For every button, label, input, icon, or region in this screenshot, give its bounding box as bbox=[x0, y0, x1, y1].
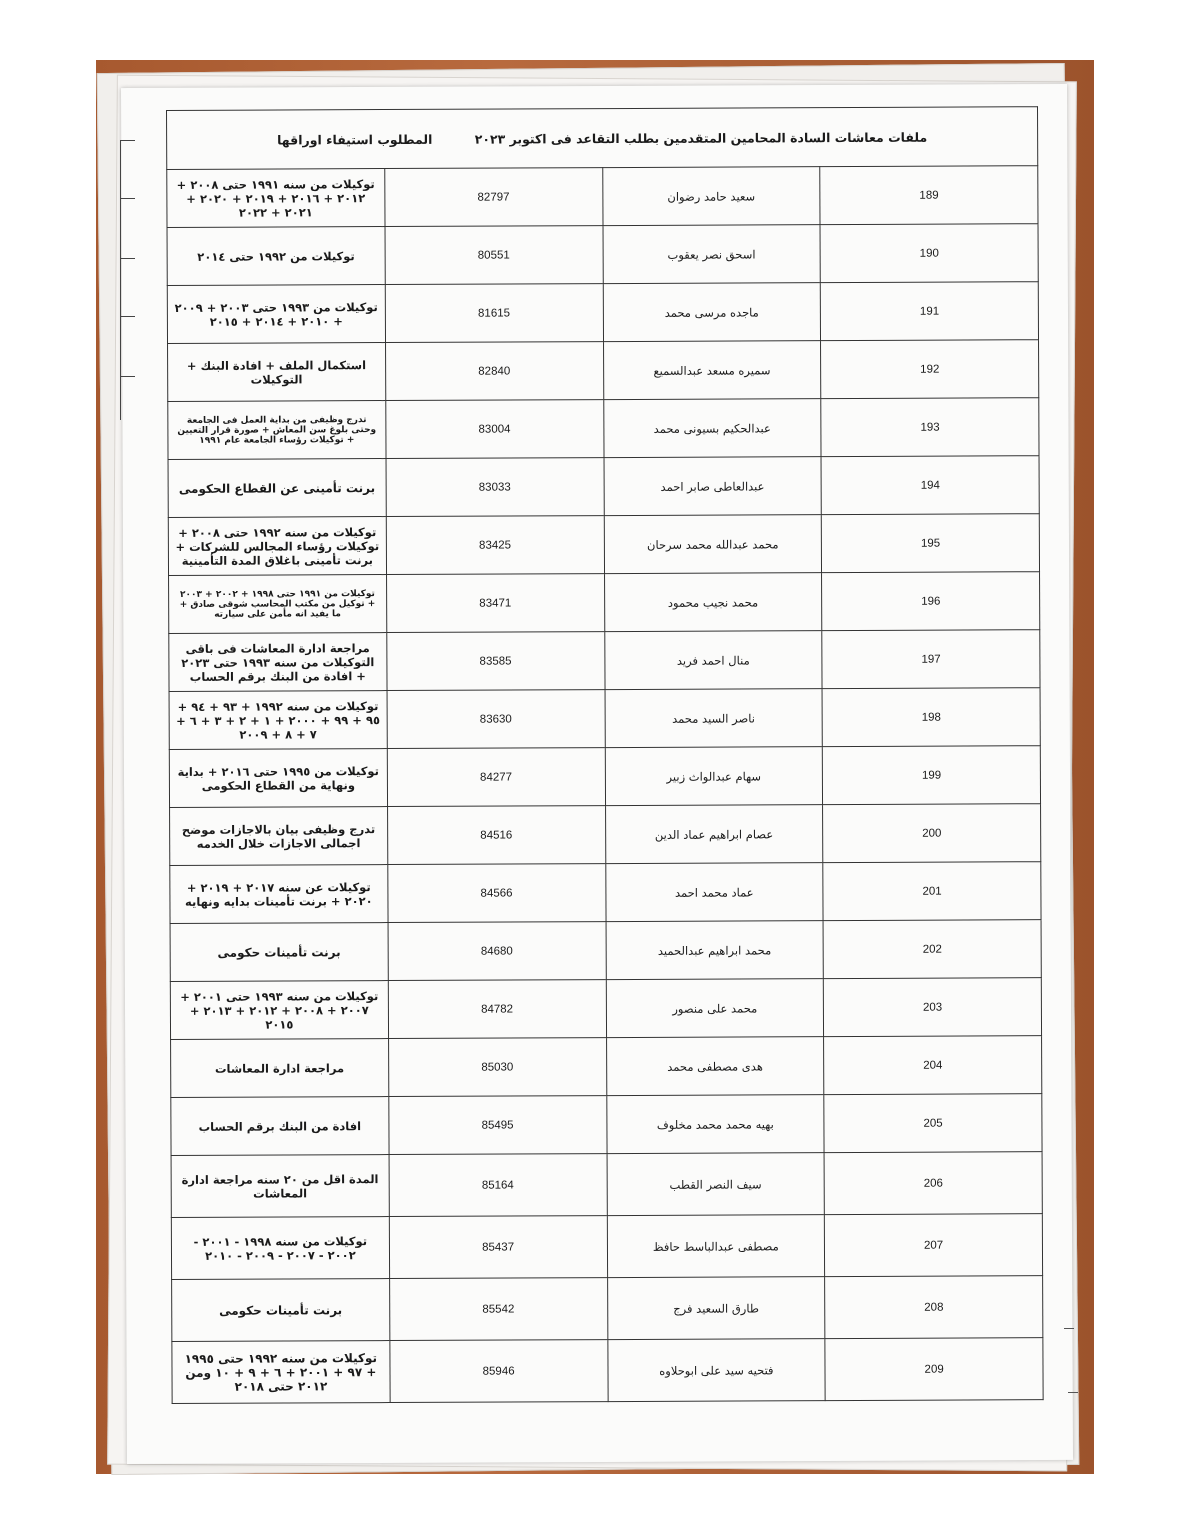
table-row bbox=[169, 572, 1040, 634]
row-number: 209 bbox=[825, 1338, 1043, 1401]
required-documents: توكيلات من سنه ١٩٩٨ - ٢٠٠١ - ٢٠٠٢ - ٢٠٠٧ - ٢٠٠٩ - ٢٠١٠ bbox=[171, 1217, 389, 1280]
required-documents: استكمال الملف + افادة البنك + التوكيلات bbox=[168, 343, 386, 402]
required-documents: المدة اقل من ٢٠ سنه مراجعة ادارة المعاشات bbox=[171, 1155, 389, 1218]
table-title-row bbox=[167, 107, 1038, 170]
margin-tick bbox=[1068, 1392, 1078, 1393]
lawyer-name: محمد ابراهيم عبدالحميد bbox=[606, 921, 824, 980]
lawyer-name: فتحيه سيد على ابوحلاوه bbox=[607, 1339, 825, 1402]
lawyer-name: بهيه محمد محمد مخلوف bbox=[606, 1095, 824, 1154]
lawyer-name: ناصر السيد محمد bbox=[605, 689, 823, 748]
file-number: 84680 bbox=[388, 922, 606, 981]
row-number: 190 bbox=[820, 224, 1038, 283]
row-number: 205 bbox=[824, 1094, 1042, 1153]
file-number: 84782 bbox=[388, 980, 606, 1039]
file-number: 83425 bbox=[386, 516, 604, 575]
table-title bbox=[167, 107, 1038, 170]
table-row bbox=[169, 630, 1040, 692]
row-number: 196 bbox=[822, 572, 1040, 631]
required-documents: برنت تأمينات حكومى bbox=[172, 1279, 390, 1342]
lawyer-name: سميره مسعد عبدالسميع bbox=[603, 341, 821, 400]
row-number: 191 bbox=[821, 282, 1039, 341]
required-documents: توكيلات عن سنه ٢٠١٧ + ٢٠١٩ + ٢٠٢٠ + برنت تأمينات بدايه ونهايه bbox=[170, 865, 388, 924]
row-number: 193 bbox=[821, 398, 1039, 457]
table-row bbox=[170, 920, 1041, 982]
required-documents: توكيلات من سنه ١٩٩٢ + ٩٣ + ٩٤ + ٩٥ + ٩٩ + ٢٠٠٠ + ١ + ٢ + ٣ + ٦ + ٧ + ٨ + ٢٠٠٩ bbox=[169, 691, 387, 750]
lawyer-name: مصطفى عبدالباسط حافظ bbox=[607, 1215, 825, 1278]
lawyer-name: عصام ابراهيم عماد الدين bbox=[605, 805, 823, 864]
row-number: 204 bbox=[824, 1036, 1042, 1095]
row-number: 192 bbox=[821, 340, 1039, 399]
lawyer-name: ماجده مرسى محمد bbox=[603, 283, 821, 342]
file-number: 83585 bbox=[387, 632, 605, 691]
table-row bbox=[171, 1214, 1042, 1280]
table-row bbox=[169, 688, 1040, 750]
required-documents: توكيلات من سنه ١٩٩٣ حتى ٢٠٠١ + ٢٠٠٧ + ٢٠٠٨ + ٢٠١٢ + ٢٠١٣ + ٢٠١٥ bbox=[170, 981, 388, 1040]
table-row bbox=[168, 456, 1039, 518]
file-number: 84566 bbox=[388, 864, 606, 923]
row-number: 200 bbox=[823, 804, 1041, 863]
required-documents: توكيلات من ١٩٩٢ حتى ٢٠١٤ bbox=[167, 227, 385, 286]
lawyer-name: سعيد حامد رضوان bbox=[602, 167, 820, 226]
file-number: 80551 bbox=[385, 226, 603, 285]
row-number: 201 bbox=[823, 862, 1041, 921]
file-number: 85946 bbox=[390, 1340, 608, 1403]
file-number: 85542 bbox=[389, 1278, 607, 1341]
file-number: 83630 bbox=[387, 690, 605, 749]
lawyer-name: عبدالحكيم بسيونى محمد bbox=[603, 399, 821, 458]
table-row bbox=[170, 862, 1041, 924]
lawyer-name: عبدالعاطى صابر احمد bbox=[604, 457, 822, 516]
table-row bbox=[167, 282, 1038, 344]
required-documents: برنت تأمينى عن القطاع الحكومى bbox=[168, 459, 386, 518]
file-number: 85164 bbox=[389, 1154, 607, 1217]
required-documents: توكيلات من سنه ١٩٩٢ حتى ٢٠٠٨ + توكيلات رؤساء المجالس للشركات + برنت تأمينى باغلاق المدة التأمينية bbox=[168, 517, 386, 576]
required-documents: تدرج وظيفى بيان بالاجازات موضح اجمالى الاجازات خلال الخدمه bbox=[170, 807, 388, 866]
table-row bbox=[170, 978, 1041, 1040]
lawyer-name: محمد على منصور bbox=[606, 979, 824, 1038]
table-row bbox=[167, 224, 1038, 286]
row-number: 199 bbox=[823, 746, 1041, 805]
table-row bbox=[169, 746, 1040, 808]
required-documents: توكيلات من ١٩٩٥ حتى ٢٠١٦ + بداية ونهاية من القطاع الحكومى bbox=[169, 749, 387, 808]
margin-tick bbox=[1064, 1328, 1074, 1329]
table-row bbox=[172, 1276, 1043, 1342]
back-sheet-lines bbox=[120, 140, 135, 420]
required-documents: توكيلات من ١٩٩٣ حتى ٢٠٠٣ + ٢٠٠٩ + ٢٠١٠ + ٢٠١٤ + ٢٠١٥ bbox=[167, 285, 385, 344]
lawyer-name: اسحق نصر يعقوب bbox=[603, 225, 821, 284]
table-row bbox=[171, 1094, 1042, 1156]
file-number: 83471 bbox=[386, 574, 604, 633]
file-number: 84516 bbox=[387, 806, 605, 865]
row-number: 194 bbox=[821, 456, 1039, 515]
file-number: 82797 bbox=[385, 168, 603, 227]
row-number: 207 bbox=[825, 1214, 1043, 1277]
document-title-note: المطلوب استيفاء اوراقها bbox=[277, 131, 433, 148]
required-documents: توكيلات من سنه ١٩٩٢ حتى ١٩٩٥ + ٩٧ + ٢٠٠١ + ٦ + ٩ + ١٠ ومن ٢٠١٢ حتى ٢٠١٨ bbox=[172, 1341, 390, 1404]
table-row bbox=[168, 398, 1039, 460]
file-number: 83033 bbox=[386, 458, 604, 517]
pension-files-table bbox=[166, 106, 1044, 1404]
row-number: 206 bbox=[824, 1152, 1042, 1215]
file-number: 83004 bbox=[386, 400, 604, 459]
table-row bbox=[168, 340, 1039, 402]
row-number: 195 bbox=[822, 514, 1040, 573]
lawyer-name: سيف النصر القطب bbox=[607, 1153, 825, 1216]
required-documents: برنت تأمينات حكومى bbox=[170, 923, 388, 982]
table-row bbox=[172, 1338, 1043, 1404]
row-number: 203 bbox=[824, 978, 1042, 1037]
lawyer-name: محمد نجيب محمود bbox=[604, 573, 822, 632]
file-number: 85495 bbox=[389, 1096, 607, 1155]
row-number: 202 bbox=[823, 920, 1041, 979]
table-row bbox=[171, 1152, 1042, 1218]
required-documents: مراجعة ادارة المعاشات فى باقى التوكيلات من سنه ١٩٩٣ حتى ٢٠٢٣ + افادة من البنك برقم الحساب bbox=[169, 633, 387, 692]
lawyer-name: هدى مصطفى محمد bbox=[606, 1037, 824, 1096]
required-documents: تدرج وظيفى من بداية العمل فى الجامعة وحتى بلوغ سن المعاش + صورة قرار التعيين + توكيلات رؤساء الجامعة عام ١٩٩١ bbox=[168, 401, 386, 460]
lawyer-name: محمد عبدالله محمد سرحان bbox=[604, 515, 822, 574]
required-documents: افادة من البنك برقم الحساب bbox=[171, 1097, 389, 1156]
file-number: 81615 bbox=[385, 284, 603, 343]
required-documents: مراجعة ادارة المعاشات bbox=[171, 1039, 389, 1098]
row-number: 208 bbox=[825, 1276, 1043, 1339]
lawyer-name: طارق السعيد فرج bbox=[607, 1277, 825, 1340]
file-number: 84277 bbox=[387, 748, 605, 807]
lawyer-name: منال احمد فريد bbox=[604, 631, 822, 690]
file-number: 82840 bbox=[385, 342, 603, 401]
row-number: 189 bbox=[820, 166, 1038, 225]
lawyer-name: عماد محمد احمد bbox=[605, 863, 823, 922]
file-number: 85437 bbox=[389, 1216, 607, 1279]
required-documents: توكيلات من سنه ١٩٩١ حتى ٢٠٠٨ + ٢٠١٢ + ٢٠١٦ + ٢٠١٩ + ٢٠٢٠ + ٢٠٢١ + ٢٠٢٢ bbox=[167, 169, 385, 228]
lawyer-name: سهام عبدالواث زبير bbox=[605, 747, 823, 806]
table-row bbox=[168, 514, 1039, 576]
table-row bbox=[170, 804, 1041, 866]
table-row bbox=[171, 1036, 1042, 1098]
row-number: 197 bbox=[822, 630, 1040, 689]
file-number: 85030 bbox=[388, 1038, 606, 1097]
document-title: ملفات معاشات السادة المحامين المتقدمين بطلب التقاعد فى اكتوبر ٢٠٢٣ bbox=[474, 129, 928, 147]
row-number: 198 bbox=[822, 688, 1040, 747]
table-row bbox=[167, 166, 1038, 228]
required-documents: توكيلات من ١٩٩١ حتى ١٩٩٨ + ٢٠٠٢ + ٢٠٠٣ + توكيل من مكتب المحاسب شوقى صادق + ما يفيد انه مأمن على سيارته bbox=[169, 575, 387, 634]
